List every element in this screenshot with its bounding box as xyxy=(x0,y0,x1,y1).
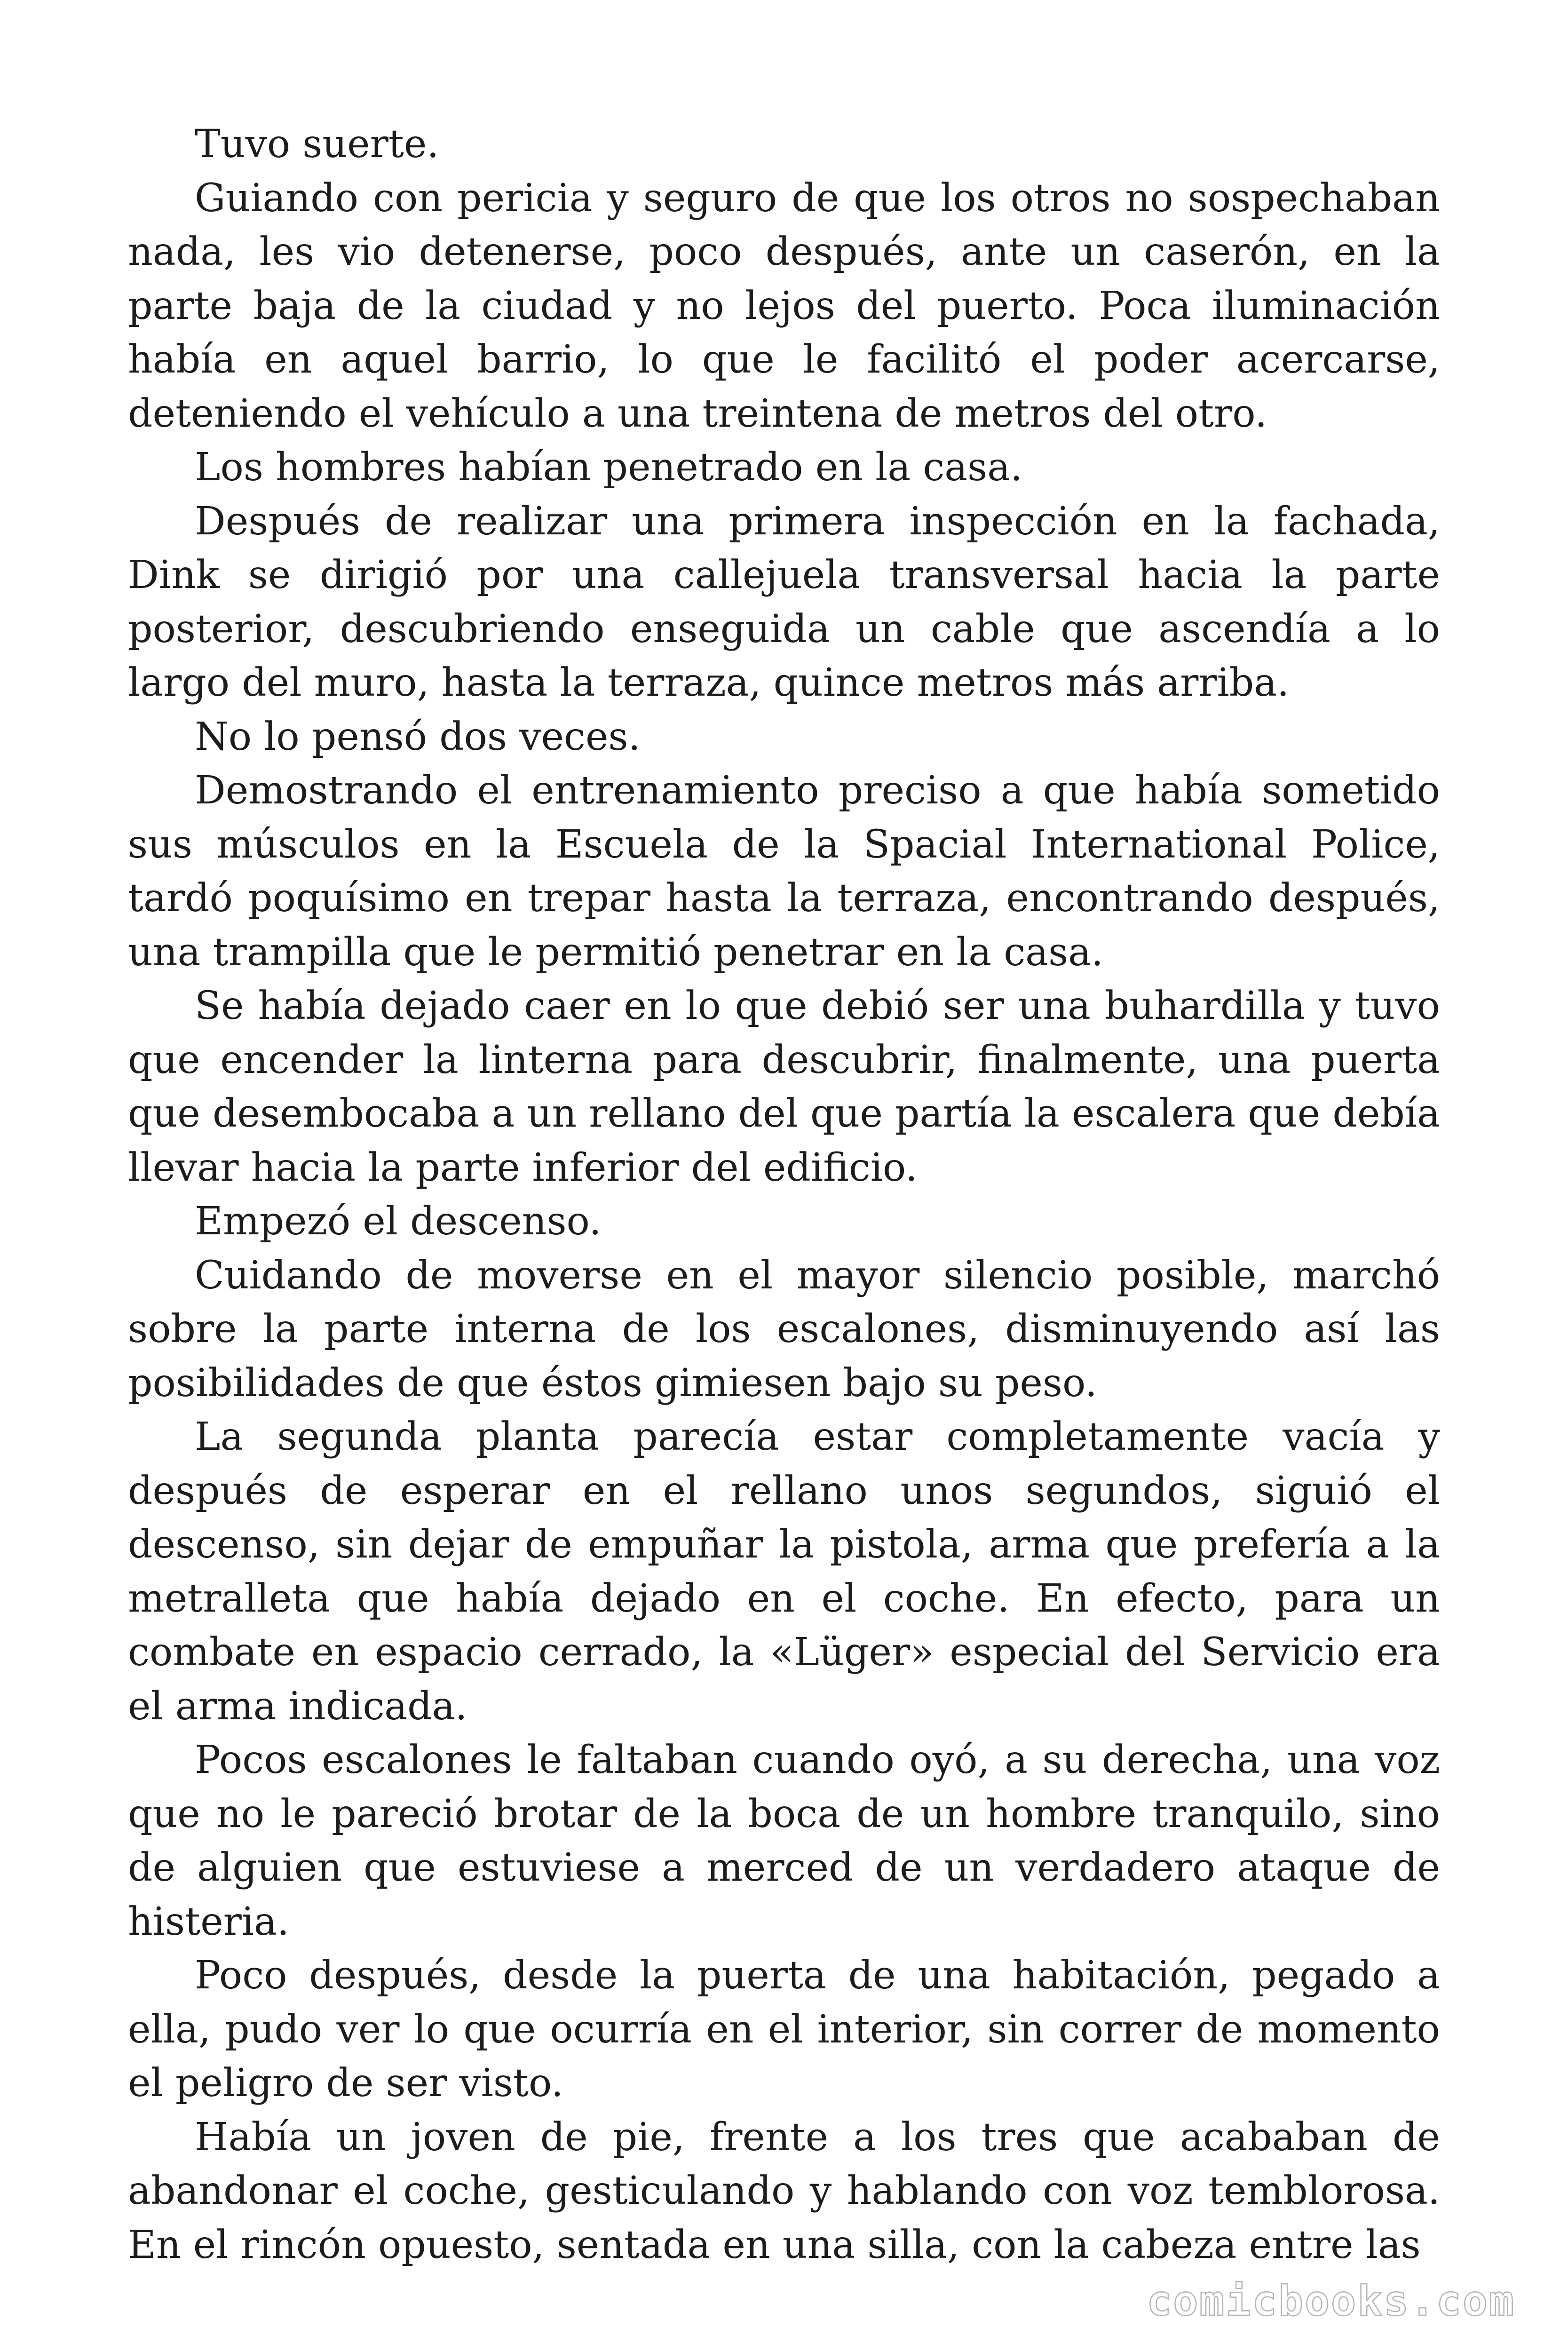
body-text xyxy=(128,118,1440,2272)
paragraph: Tuvo suerte. xyxy=(195,122,439,167)
paragraph: La segunda planta parecía estar completamente vacía y después de esperar en el rellano unos segundos, siguió el descenso, sin dejar de empuñar la pistola, arma que prefería a la metralleta que había dejado en el coche. En efecto, para un combate en espacio cerrado, la «Lüger» especial del Servicio era el arma indicada. xyxy=(128,1414,1440,1729)
paragraph: Los hombres habían penetrado en la casa. xyxy=(195,445,1023,490)
paragraph: Cuidando de moverse en el mayor silencio posible, marchó sobre la parte interna de los escalones, disminuyendo así las posibilidades de que éstos gimiesen bajo su peso. xyxy=(128,1253,1440,1406)
paragraph: Se había dejado caer en lo que debió ser una buhardilla y tuvo que encender la linterna para descubrir, finalmente, una puerta que desembocaba a un rellano del que partía la escalera que debía llevar hacia la parte inferior del edificio. xyxy=(128,984,1440,1190)
paragraph: Después de realizar una primera inspección en la fachada, Dink se dirigió por una callejuela transversal hacia la parte posterior, descubriendo enseguida un cable que ascendía a lo largo del muro, hasta la terraza, quince metros más arriba. xyxy=(128,499,1440,705)
paragraph: No lo pensó dos veces. xyxy=(195,714,641,759)
paragraph: Pocos escalones le faltaban cuando oyó, a su derecha, una voz que no le pareció brotar de la boca de un hombre tranquilo, sino de alguien que estuviese a merced de un verdadero ataque de histeria. xyxy=(128,1738,1440,1944)
paragraph: Poco después, desde la puerta de una habitación, pegado a ella, pudo ver lo que ocurría en el interior, sin correr de momento el peligro de ser visto. xyxy=(128,1953,1440,2106)
paragraph: Demostrando el entrenamiento preciso a que había sometido sus músculos en la Escuela de la Spacial International Police, tardó poquísimo en trepar hasta la terraza, encontrando después, una trampilla que le permitió penetrar en la casa. xyxy=(128,768,1440,975)
watermark: comicbooks.com xyxy=(1147,2277,1515,2325)
paragraph: Había un joven de pie, frente a los tres que acababan de abandonar el coche, gesticulando y hablando con voz temblorosa. En el rincón opuesto, sentada en una silla, con la cabeza entre las xyxy=(128,2114,1440,2267)
paragraph: Guiando con pericia y seguro de que los otros no sospechaban nada, les vio detenerse, poco después, ante un caserón, en la parte baja de la ciudad y no lejos del puerto. Poca iluminación había en aquel barrio, lo que le facilitó el poder acercarse, deteniendo el vehículo a una treintena de metros del otro. xyxy=(128,175,1440,436)
paragraph: Empezó el descenso. xyxy=(195,1199,602,1244)
